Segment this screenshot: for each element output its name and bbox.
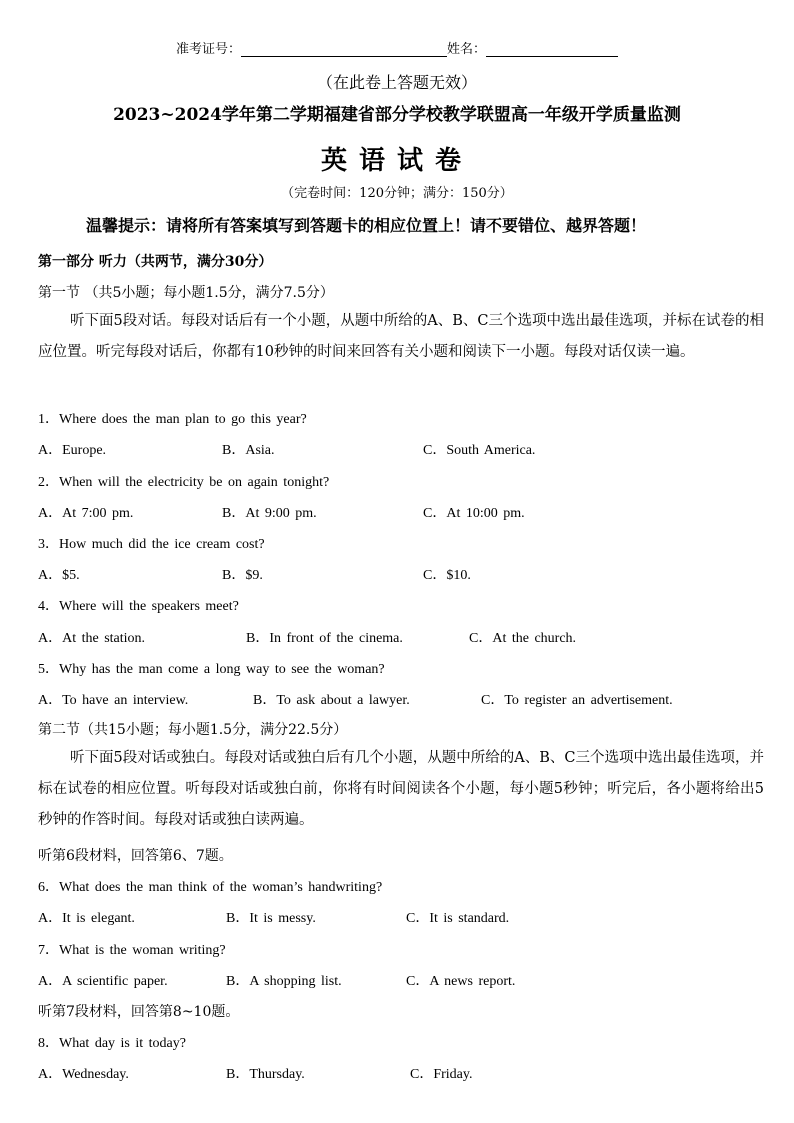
question-6: 6．What does the man think of the woman’s handwriting? (38, 880, 383, 895)
question-4: 4．Where will the speakers meet? (38, 599, 239, 614)
q8-option-b: B．Thursday. (226, 1067, 305, 1082)
q1-option-c: C．South America. (423, 443, 536, 458)
q4-option-c: C．At the church. (469, 631, 577, 646)
section-one-heading: 第一节 （共5小题；每小题1.5分，满分7.5分） (38, 285, 334, 301)
q7-option-c: C．A news report. (406, 974, 516, 989)
question-1: 1．Where does the man plan to go this year? (38, 412, 307, 427)
q7-option-a: A．A scientific paper. (38, 974, 168, 989)
subject-title: 英语试卷 (320, 146, 473, 176)
ticket-number-field[interactable] (241, 42, 447, 57)
material-7-note: 听第7段材料，回答第8~10题。 (38, 1004, 240, 1020)
q4-option-a: A．At the station. (38, 631, 146, 646)
q5-option-a: A．To have an interview. (38, 693, 189, 708)
q1-option-b: B．Asia. (222, 443, 275, 458)
q3-option-a: A．$5. (38, 568, 80, 583)
question-3: 3．How much did the ice cream cost? (38, 537, 265, 552)
section-two-heading: 第二节（共15小题；每小题1.5分，满分22.5分） (38, 722, 348, 738)
q4-option-b: B．In front of the cinema. (246, 631, 403, 646)
q8-option-a: A．Wednesday. (38, 1067, 129, 1082)
ticket-number-label: 准考证号： (175, 42, 241, 57)
question-8: 8．What day is it today? (38, 1036, 186, 1051)
time-score-info: （完卷时间：120分钟；满分：150分） (281, 186, 513, 201)
part-one-heading: 第一部分 听力（共两节，满分30分） (38, 254, 273, 270)
exam-title: 2023~2024学年第二学期福建省部分学校教学联盟高一年级开学质量监测 (113, 105, 681, 125)
q6-option-c: C．It is standard. (406, 911, 510, 926)
q3-option-c: C．$10. (423, 568, 471, 583)
q6-option-b: B．It is messy. (226, 911, 316, 926)
q5-option-b: B．To ask about a lawyer. (253, 693, 410, 708)
q2-option-b: B．At 9:00 pm. (222, 506, 317, 521)
name-label: 姓名： (447, 42, 487, 57)
name-field[interactable] (486, 42, 618, 57)
q8-option-c: C．Friday. (410, 1067, 473, 1082)
material-6-note: 听第6段材料，回答第6、7题。 (38, 848, 233, 864)
q5-option-c: C．To register an advertisement. (481, 693, 673, 708)
q7-option-b: B．A shopping list. (226, 974, 342, 989)
section-two-instructions: 听下面5段对话或独白。每段对话或独白后有几个小题，从题中所给的A、B、C三个选项中选出最佳选项，并标在试卷的相应位置。听每段对话或独白前，你将有时间阅读各个小题，每小题5秒钟；听完后，各小题将给出5秒钟的作答时间。每段对话或独白读两遍。 (38, 750, 764, 828)
section-one-instructions: 听下面5段对话。每段对话后有一个小题，从题中所给的A、B、C三个选项中选出最佳选项，并标在试卷的相应位置。听完每段对话后，你都有10秒钟的时间来回答有关小题和阅读下一小题。每段对话仅读一遍。 (38, 313, 764, 360)
invalid-notice: （在此卷上答题无效） (316, 73, 477, 92)
question-2: 2．When will the electricity be on again tonight? (38, 475, 330, 490)
q6-option-a: A．It is elegant. (38, 911, 135, 926)
warm-tip: 温馨提示：请将所有答案填写到答题卡的相应位置上！请不要错位、越界答题！ (86, 216, 647, 235)
q2-option-a: A．At 7:00 pm. (38, 506, 134, 521)
q1-option-a: A．Europe. (38, 443, 107, 458)
q3-option-b: B．$9. (222, 568, 263, 583)
q2-option-c: C．At 10:00 pm. (423, 506, 525, 521)
candidate-info-row (0, 38, 794, 57)
question-7: 7．What is the woman writing? (38, 943, 226, 958)
question-5: 5．Why has the man come a long way to see the woman? (38, 662, 385, 677)
